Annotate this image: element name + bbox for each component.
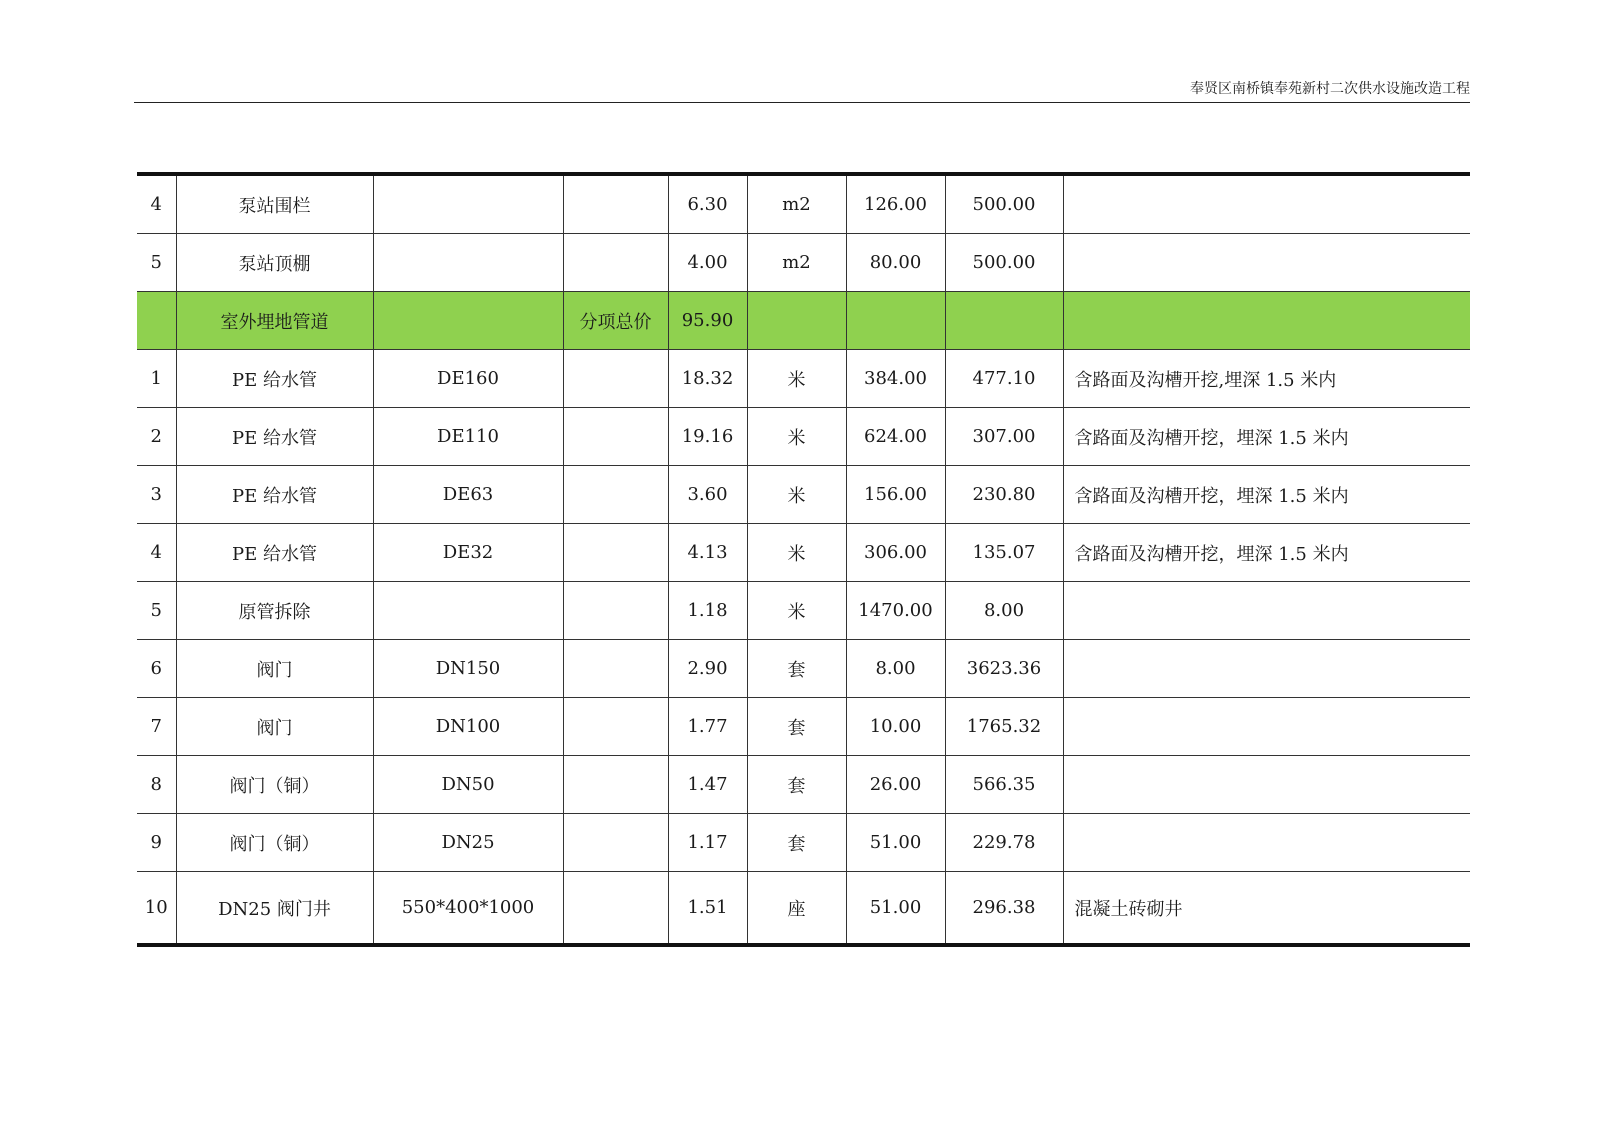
amount-cell: 1.51 [668,872,747,946]
remark-cell: 含路面及沟槽开挖，埋深 1.5 米内 [1063,466,1470,524]
remark-cell [1063,292,1470,350]
amount-cell: 1.77 [668,698,747,756]
table-row [137,698,1470,756]
subtotal-label-cell [563,174,668,234]
spec-cell: DE32 [373,524,563,582]
spec-cell: DN100 [373,698,563,756]
unit-price-cell [945,292,1063,350]
item-name-cell: PE 给水管 [176,408,373,466]
row-number-cell: 5 [137,234,176,292]
unit-cell: 米 [747,582,846,640]
quantity-cell: 26.00 [846,756,945,814]
unit-cell: 米 [747,350,846,408]
item-name-cell: 原管拆除 [176,582,373,640]
quantity-cell: 624.00 [846,408,945,466]
unit-price-cell: 307.00 [945,408,1063,466]
unit-price-cell: 229.78 [945,814,1063,872]
row-number-cell: 10 [144,897,168,918]
unit-cell: 套 [747,698,846,756]
unit-cell: m2 [747,234,846,292]
quantity-cell: 384.00 [846,350,945,408]
table-row [137,234,1470,292]
remark-cell [1063,174,1470,234]
subtotal-label-cell [563,408,668,466]
unit-cell: 米 [747,408,846,466]
amount-cell: 1.17 [668,814,747,872]
quantity-cell [846,292,945,350]
amount-cell: 95.90 [668,292,747,350]
section-row [137,292,1470,350]
unit-price-cell: 477.10 [945,350,1063,408]
spec-cell: DE63 [373,466,563,524]
amount-cell: 3.60 [668,466,747,524]
subtotal-label-cell [563,234,668,292]
subtotal-label-cell [563,582,668,640]
table-row [137,350,1470,408]
table-row [137,408,1470,466]
row-number-cell: 7 [137,698,176,756]
unit-cell: m2 [747,174,846,234]
spec-cell: DN50 [373,756,563,814]
item-name-cell: 室外埋地管道 [176,292,373,350]
remark-cell [1063,698,1470,756]
unit-cell [747,292,846,350]
quantity-cell: 156.00 [846,466,945,524]
remark-cell [1063,640,1470,698]
quantity-cell: 10.00 [846,698,945,756]
item-name-cell: 阀门 [176,640,373,698]
row-number-cell: 8 [137,756,176,814]
table-row [137,524,1470,582]
amount-cell: 18.32 [668,350,747,408]
spec-cell [373,292,563,350]
amount-cell: 4.13 [668,524,747,582]
item-name-cell: 阀门 [176,698,373,756]
item-name-cell: 阀门（铜） [176,814,373,872]
remark-cell: 含路面及沟槽开挖，埋深 1.5 米内 [1063,408,1470,466]
unit-cell: 套 [747,640,846,698]
item-name-cell: 阀门（铜） [176,756,373,814]
item-name-cell: PE 给水管 [176,524,373,582]
remark-cell: 含路面及沟槽开挖，埋深 1.5 米内 [1063,524,1470,582]
unit-price-cell: 500.00 [945,174,1063,234]
quantity-cell: 8.00 [846,640,945,698]
amount-cell: 1.47 [668,756,747,814]
unit-price-cell: 3623.36 [945,640,1063,698]
amount-cell: 1.18 [668,582,747,640]
remark-cell [1063,582,1470,640]
table-body [137,174,1470,945]
unit-cell: 米 [747,524,846,582]
quantity-cell: 51.00 [846,814,945,872]
unit-price-cell: 8.00 [945,582,1063,640]
project-title: 奉贤区南桥镇奉苑新村二次供水设施改造工程 [1190,81,1470,97]
spec-cell: 550*400*1000 [373,872,563,946]
subtotal-label-cell [563,698,668,756]
spec-cell: DN25 [373,814,563,872]
row-number-cell: 5 [137,582,176,640]
subtotal-label-cell [563,524,668,582]
row-number-cell: 4 [137,524,176,582]
spec-cell [373,174,563,234]
unit-cell: 米 [747,466,846,524]
spec-cell: DE110 [373,408,563,466]
unit-cell: 套 [747,814,846,872]
amount-cell: 6.30 [668,174,747,234]
table-row [137,814,1470,872]
subtotal-label-cell: 分项总价 [563,292,668,350]
quote-table [137,172,1470,947]
remark-cell: 含路面及沟槽开挖,埋深 1.5 米内 [1063,350,1470,408]
amount-cell: 2.90 [668,640,747,698]
spec-cell: DN150 [373,640,563,698]
item-name-cell: DN25 阀门井 [176,872,373,946]
unit-cell: 套 [747,756,846,814]
quantity-cell: 51.00 [846,872,945,946]
unit-price-cell: 135.07 [945,524,1063,582]
row-number-cell: 1 [137,350,176,408]
row-number-cell [137,292,176,350]
remark-cell [1063,234,1470,292]
subtotal-label-cell [563,350,668,408]
table-row [137,582,1470,640]
table-row [137,466,1470,524]
subtotal-label-cell [563,466,668,524]
table-row [137,174,1470,234]
subtotal-label-cell [563,756,668,814]
quantity-cell: 80.00 [846,234,945,292]
spec-cell: DE160 [373,350,563,408]
remark-cell: 混凝土砖砌井 [1063,872,1470,946]
row-number-cell: 9 [137,814,176,872]
unit-price-cell: 1765.32 [945,698,1063,756]
row-number-cell: 3 [137,466,176,524]
unit-price-cell: 566.35 [945,756,1063,814]
table-row [137,640,1470,698]
subtotal-label-cell [563,640,668,698]
table-row [137,872,1470,946]
spec-cell [373,582,563,640]
item-name-cell: PE 给水管 [176,466,373,524]
item-name-cell: 泵站围栏 [176,174,373,234]
row-number-cell: 2 [137,408,176,466]
quantity-cell: 126.00 [846,174,945,234]
unit-price-cell: 296.38 [945,872,1063,946]
remark-cell [1063,814,1470,872]
item-name-cell: PE 给水管 [176,350,373,408]
subtotal-label-cell [563,814,668,872]
unit-cell: 座 [747,872,846,946]
quantity-cell: 306.00 [846,524,945,582]
unit-price-cell: 500.00 [945,234,1063,292]
item-name-cell: 泵站顶棚 [176,234,373,292]
unit-price-cell: 230.80 [945,466,1063,524]
subtotal-label-cell [563,872,668,946]
quantity-cell: 1470.00 [846,582,945,640]
spec-cell [373,234,563,292]
amount-cell: 4.00 [668,234,747,292]
amount-cell: 19.16 [668,408,747,466]
remark-cell [1063,756,1470,814]
row-number-cell: 6 [137,640,176,698]
row-number-cell: 4 [137,174,176,234]
page-header [134,78,1470,103]
table-row [137,756,1470,814]
